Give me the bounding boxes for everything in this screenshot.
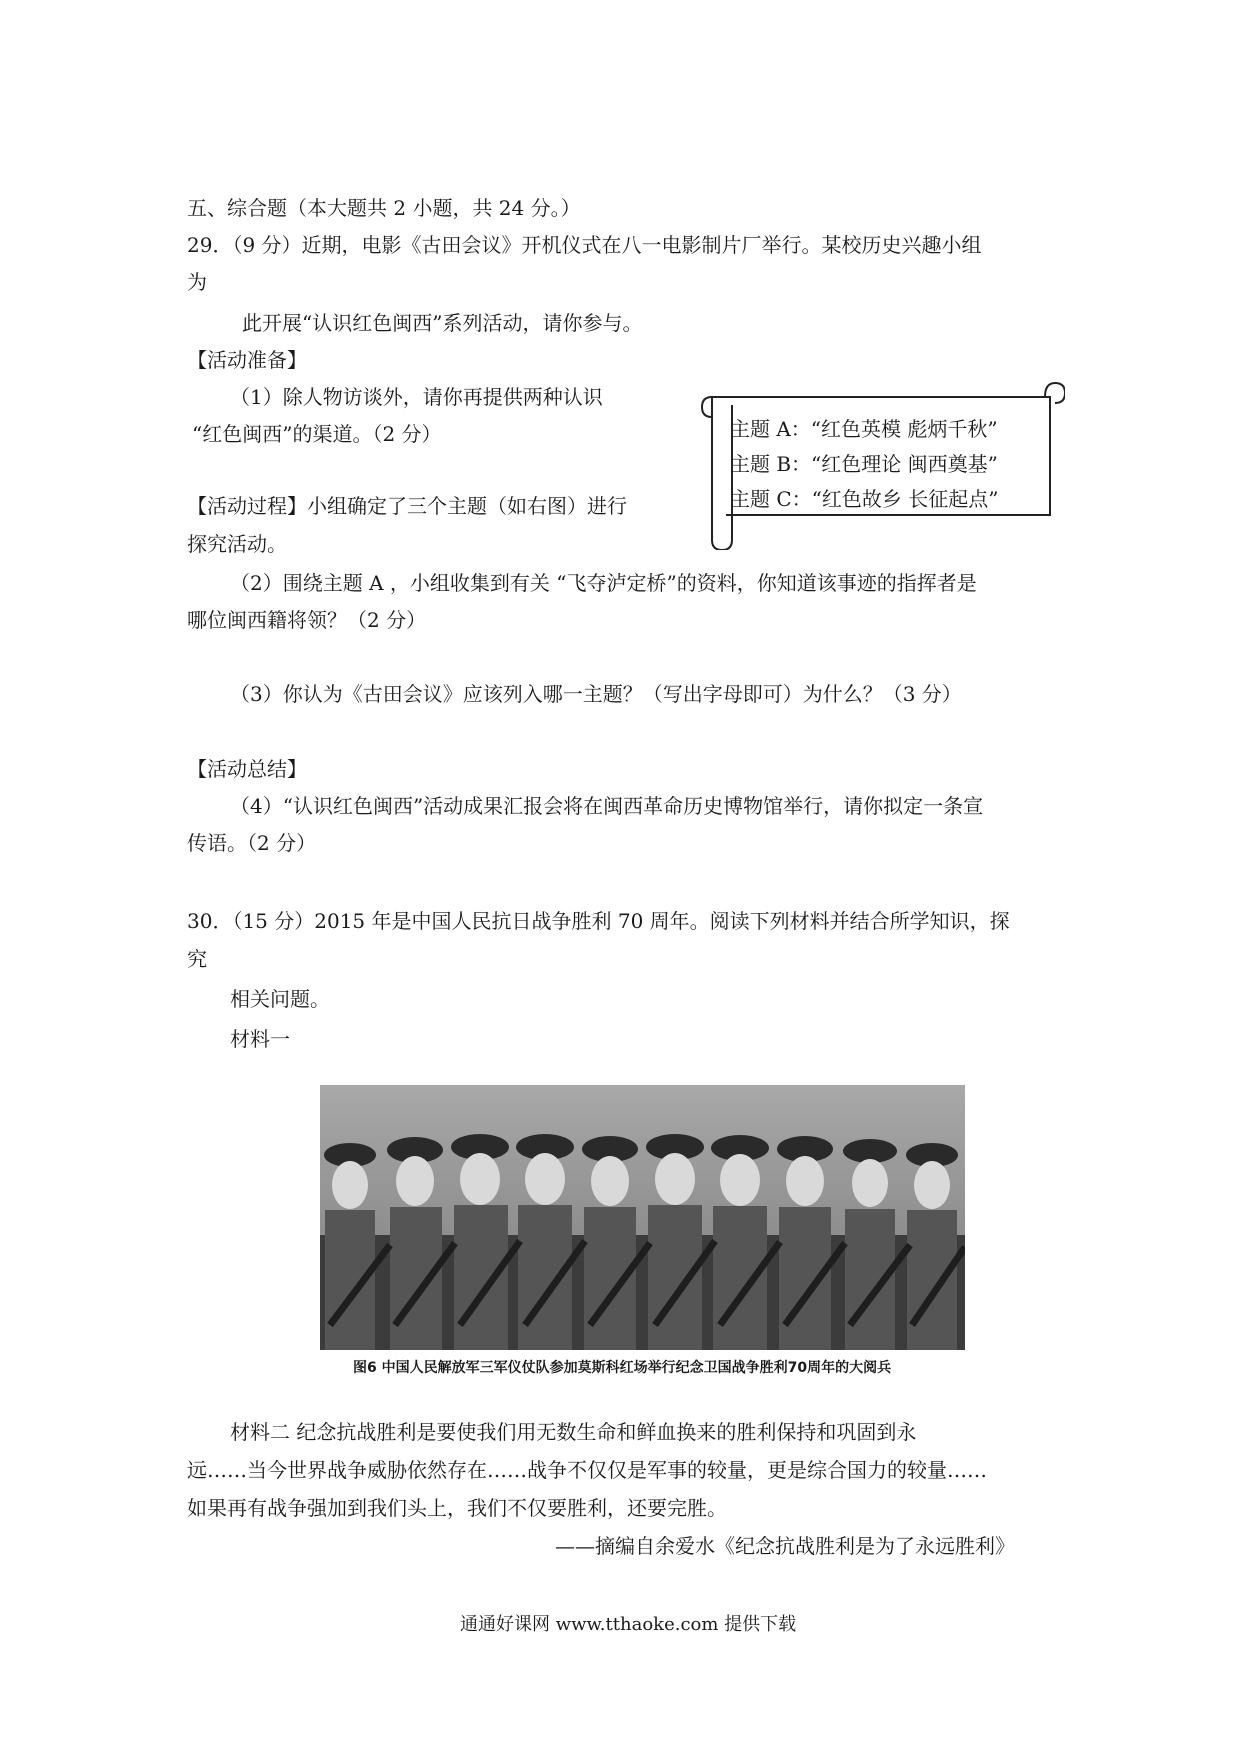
material2-line1: 材料二 纪念抗战胜利是要使我们用无数生命和鲜血换来的胜利保持和巩固到永: [230, 1420, 917, 1444]
footer-text: 通通好课网 www.tthaoke.com 提供下载: [460, 1614, 797, 1635]
section-heading: 五、综合题（本大题共 2 小题，共 24 分。）: [187, 196, 581, 220]
honor-guard-photo: [320, 1085, 965, 1350]
material2-source: ——摘编自余爱水《纪念抗战胜利是为了永远胜利》: [555, 1534, 1015, 1558]
q29-sub2-line2: 哪位闽西籍将领？（2 分）: [187, 608, 427, 632]
topic-a: 主题 A：“红色英模 彪炳千秋”: [730, 417, 998, 441]
honor-guard-photo-graphic: [320, 1085, 965, 1350]
material2-line3: 如果再有战争强加到我们头上，我们不仅要胜利，还要完胜。: [187, 1496, 727, 1520]
q30-intro-line2: 究: [187, 947, 207, 971]
topics-scroll: [690, 375, 1065, 550]
q29-sub3: （3）你认为《古田会议》应该列入哪一主题？（写出字母即可）为什么？（3 分）: [230, 682, 962, 706]
photo-caption: 图6 中国人民解放军三军仪仗队参加莫斯科红场举行纪念卫国战争胜利70周年的大阅兵: [353, 1360, 892, 1376]
q30-intro-line1: 30．（15 分）2015 年是中国人民抗日战争胜利 70 周年。阅读下列材料并结合所学知识，探: [187, 909, 1010, 933]
activity-process-line2: 探究活动。: [187, 532, 287, 556]
material1-label: 材料一: [230, 1027, 290, 1051]
q30-intro-line3: 相关问题。: [230, 987, 330, 1011]
topic-b: 主题 B：“红色理论 闽西奠基”: [730, 452, 998, 476]
q29-sub4-line1: （4）“认识红色闽西”活动成果汇报会将在闽西革命历史博物馆举行，请你拟定一条宣: [230, 794, 984, 818]
q29-sub1-line2: “红色闽西”的渠道。（2 分）: [192, 422, 442, 446]
activity-prep-heading: 【活动准备】: [187, 348, 307, 372]
q29-sub4-line2: 传语。（2 分）: [187, 831, 317, 855]
activity-summary-heading: 【活动总结】: [187, 757, 307, 781]
activity-process-line1: 【活动过程】小组确定了三个主题（如右图）进行: [187, 494, 627, 518]
q29-sub2-line1: （2）围绕主题 A ，小组收集到有关 “飞夺泸定桥”的资料，你知道该事迹的指挥者是: [230, 571, 977, 595]
material2-line2: 远……当今世界战争威胁依然存在……战争不仅仅是军事的较量，更是综合国力的较量……: [187, 1458, 987, 1482]
q29-intro-line1: 29．（9 分）近期，电影《古田会议》开机仪式在八一电影制片厂举行。某校历史兴趣小组: [187, 233, 982, 257]
topic-c: 主题 C：“红色故乡 长征起点”: [730, 487, 999, 511]
q29-intro-line3: 此开展“认识红色闽西”系列活动，请你参与。: [242, 311, 643, 335]
q29-intro-line2: 为: [187, 270, 207, 294]
q29-sub1-line1: （1）除人物访谈外，请你再提供两种认识: [230, 385, 603, 409]
